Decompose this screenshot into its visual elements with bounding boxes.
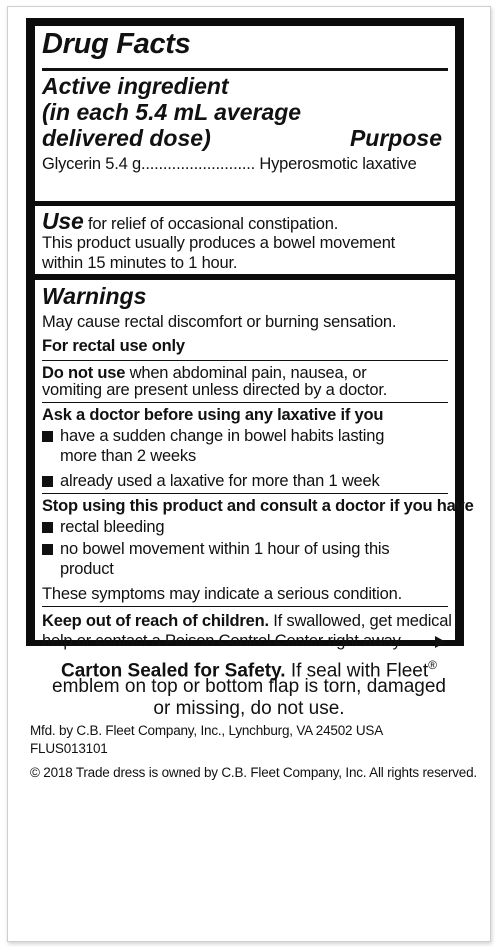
do-not-use-line2: vomiting are present unless directed by a doctor. bbox=[42, 381, 388, 399]
ask-item1-text: have a sudden change in bowel habits lasting bbox=[60, 427, 385, 445]
keep-out-label: Keep out of reach of children. bbox=[42, 612, 269, 630]
drug-facts-panel bbox=[26, 18, 474, 650]
use-line1 bbox=[42, 208, 448, 234]
use-line2: This product usually produces a bowel movement bbox=[42, 234, 396, 252]
use-text: for relief of occasional constipation. bbox=[87, 215, 339, 233]
ingredient-line: Glycerin 5.4 g.......................... Hyperosmotic laxative bbox=[42, 155, 417, 173]
warnings-line1: May cause rectal discomfort or burning sensation. bbox=[42, 313, 397, 331]
divider bbox=[42, 360, 448, 361]
use-line3: within 15 minutes to 1 hour. bbox=[42, 254, 238, 272]
product-code: FLUS013101 bbox=[30, 741, 108, 756]
do-not-use-label: Do not use bbox=[42, 364, 126, 382]
active-ingredient-box bbox=[35, 26, 455, 201]
carton-sealed-label: Carton Sealed for Safety. bbox=[61, 660, 286, 682]
square-bullet-icon bbox=[42, 431, 53, 442]
manufacturer-line: Mfd. by C.B. Fleet Company, Inc., Lynchburg, VA 24502 USA bbox=[30, 723, 384, 738]
drug-facts-title: Drug Facts bbox=[42, 28, 191, 60]
carton-sealed-text: If seal with Fleet bbox=[285, 660, 429, 682]
ask-item1-cont: more than 2 weeks bbox=[60, 447, 197, 465]
purpose-heading: Purpose bbox=[349, 125, 442, 151]
stop-using-heading: Stop using this product and consult a doctor if you have bbox=[42, 497, 474, 515]
do-not-use-text: when abdominal pain, nausea, or bbox=[125, 364, 367, 382]
carton-sealed-line3: or missing, do not use. bbox=[153, 698, 345, 719]
ask-item2 bbox=[42, 471, 448, 491]
stop-item2-text: no bowel movement within 1 hour of using this bbox=[60, 540, 390, 558]
divider bbox=[42, 493, 448, 494]
warnings-heading: Warnings bbox=[42, 283, 147, 309]
ask-item1 bbox=[42, 426, 448, 446]
stop-item2 bbox=[42, 539, 448, 559]
active-ingredient-heading: Active ingredient bbox=[42, 73, 229, 99]
use-heading: Use bbox=[42, 208, 84, 234]
stop-item1 bbox=[42, 517, 448, 537]
use-box bbox=[35, 206, 455, 274]
keep-out-line1 bbox=[42, 611, 452, 631]
ask-doctor-heading: Ask a doctor before using any laxative if you bbox=[42, 406, 384, 424]
stop-item2-cont: product bbox=[60, 560, 114, 578]
active-ingredient-dose: (in each 5.4 mL average bbox=[42, 99, 302, 125]
square-bullet-icon bbox=[42, 544, 53, 555]
title-rule bbox=[42, 68, 448, 71]
active-ingredient-delivered: delivered dose) bbox=[42, 125, 211, 151]
copyright-line: © 2018 Trade dress is owned by C.B. Fleet Company, Inc. All rights reserved. bbox=[30, 765, 477, 780]
square-bullet-icon bbox=[42, 522, 53, 533]
carton-sealed-line2: emblem on top or bottom flap is torn, damaged bbox=[52, 676, 446, 697]
stop-item1-text: rectal bleeding bbox=[60, 518, 165, 536]
square-bullet-icon bbox=[42, 476, 53, 487]
divider bbox=[42, 402, 448, 403]
keep-out-text: If swallowed, get medical bbox=[268, 612, 452, 630]
ask-item2-text: already used a laxative for more than 1 week bbox=[60, 472, 380, 490]
keep-out-line2: help or contact a Poison Control Center right away. bbox=[42, 632, 404, 650]
divider bbox=[42, 606, 448, 607]
registered-mark: ® bbox=[428, 658, 437, 672]
rectal-use-only: For rectal use only bbox=[42, 337, 185, 355]
symptoms-line: These symptoms may indicate a serious condition. bbox=[42, 585, 402, 603]
warnings-box bbox=[35, 280, 474, 650]
right-triangle-icon bbox=[435, 636, 446, 648]
